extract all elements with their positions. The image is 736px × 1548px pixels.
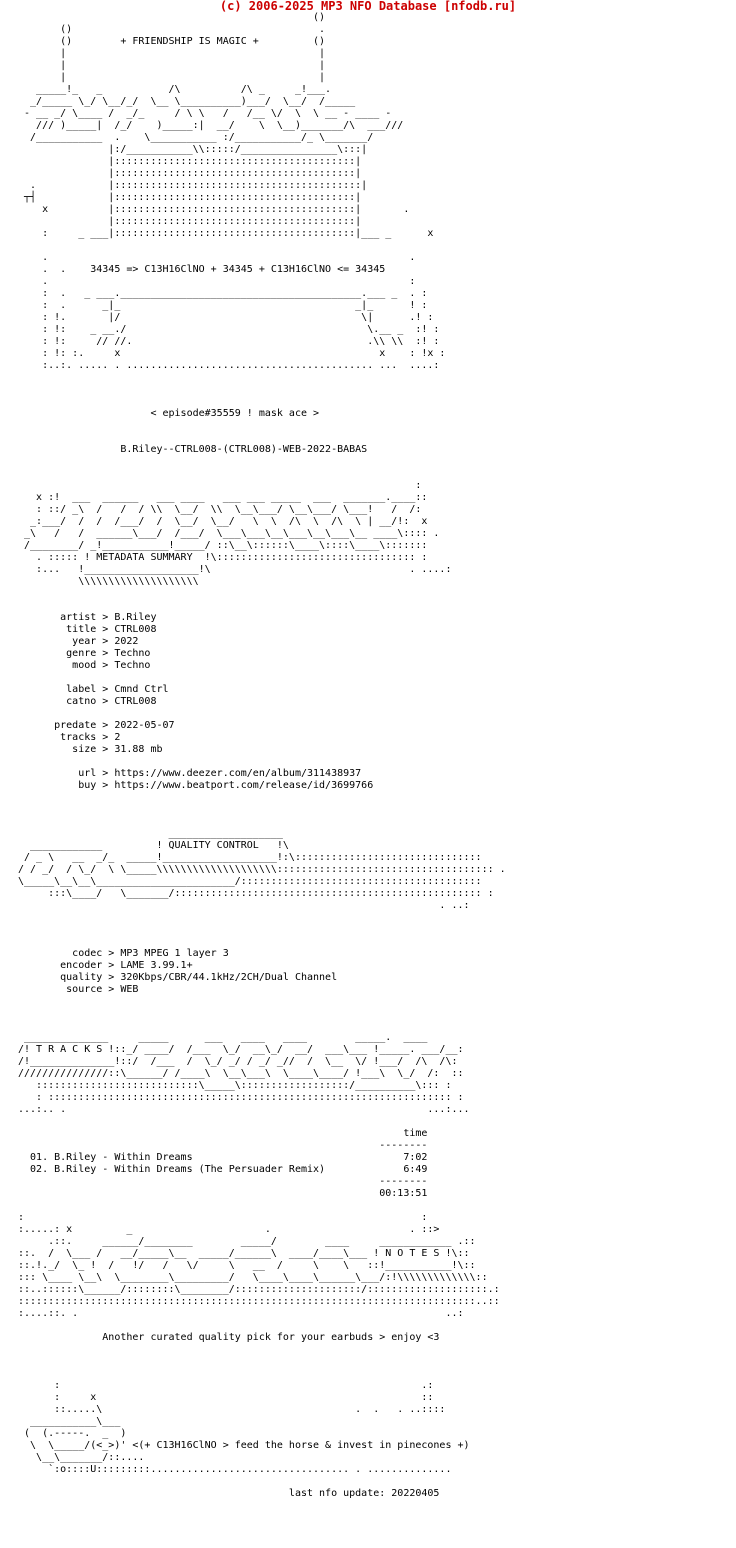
nfo-line: ::..::::::\______/::::::::\________/:::::::::::::::::::::/::::::::::::::::::::.: bbox=[18, 1284, 500, 1295]
nfo-line bbox=[18, 240, 506, 252]
nfo-line: _\ / / ______\___/ /___/ \___\___\__\___\__\___\__ ____\:::: . bbox=[18, 528, 440, 539]
nfo-line: :....::. . ..: bbox=[18, 1308, 464, 1319]
nfo-line: year > 2022 bbox=[18, 636, 139, 647]
nfo-line: . . 34345 => C13H16ClNO + 34345 + C13H16ClNO <= 34345 bbox=[18, 264, 386, 275]
site-header: (c) 2006-2025 MP3 NFO Database [nfodb.ru] bbox=[219, 0, 517, 13]
nfo-line: ┬┤ |::::::::::::::::::::::::::::::::::::::::| bbox=[18, 192, 362, 203]
nfo-line bbox=[18, 432, 506, 444]
nfo-document bbox=[18, 12, 506, 1500]
nfo-line: /___________ . \___________ :/___________/_ \_______/ bbox=[18, 132, 374, 143]
nfo-line bbox=[18, 816, 506, 828]
nfo-line: / / _/ / \_/ \ \_____\\\\\\\\\\\\\\\\\\\\:::::::::::::::::::::::::::::::::::: . bbox=[18, 864, 506, 875]
nfo-line: -------- bbox=[18, 1140, 428, 1151]
nfo-line: |::::::::::::::::::::::::::::::::::::::::| bbox=[18, 156, 362, 167]
nfo-line: : _ ___|::::::::::::::::::::::::::::::::::::::::|___ _ x bbox=[18, 228, 434, 239]
nfo-line: ///////////////::\______/ /____\ \__\___\ \____\____/ !___\ \_/ /: :: bbox=[18, 1068, 464, 1079]
nfo-line: \\\\\\\\\\\\\\\\\\\\ bbox=[18, 576, 199, 587]
nfo-line: ( (.-----. _ ) bbox=[18, 1428, 127, 1439]
nfo-line: label > Cmnd Ctrl bbox=[18, 684, 169, 695]
nfo-line: : ::/ _\ / / / \\ \__/ \\ \__\___/ \__\___/ \___! / /: bbox=[18, 504, 422, 515]
nfo-line bbox=[18, 468, 506, 480]
nfo-line: _:___/ / / /___/ / \__/ \__/ \ \ /\ \ /\ \ | __/!: x bbox=[18, 516, 428, 527]
nfo-line bbox=[18, 756, 506, 768]
nfo-line: size > 31.88 mb bbox=[18, 744, 163, 755]
nfo-line bbox=[18, 384, 506, 396]
nfo-line: : . _|_ _|_ ! : bbox=[18, 300, 428, 311]
nfo-line: 02. B.Riley - Within Dreams (The Persuader Remix) 6:49 bbox=[18, 1164, 428, 1175]
nfo-line: url > https://www.deezer.com/en/album/311438937 bbox=[18, 768, 362, 779]
nfo-line: /! T R A C K S !::_/ ____/ /___ \_/ __\_/ __/ ___\___ !_____. ___/__: bbox=[18, 1044, 464, 1055]
nfo-line: /// )_____| /_/ )_____:| __/ \ \__)_______/\ ___/// bbox=[18, 120, 404, 131]
nfo-line: predate > 2022-05-07 bbox=[18, 720, 175, 731]
nfo-line: catno > CTRL008 bbox=[18, 696, 157, 707]
nfo-line bbox=[18, 1020, 506, 1032]
nfo-line: : !. |/ \| .! : bbox=[18, 312, 434, 323]
nfo-line bbox=[18, 1356, 506, 1368]
nfo-line bbox=[18, 912, 506, 924]
nfo-line bbox=[18, 804, 506, 816]
nfo-line bbox=[18, 1476, 506, 1488]
nfo-line: : ::::::::::::::::::::::::::::::::::::::::::::::::::::::::::::::::::: : bbox=[18, 1092, 464, 1103]
nfo-line: : !: // //. .\\ \\ :! : bbox=[18, 336, 440, 347]
nfo-line: `:o::::U:::::::::................................. . .............. bbox=[18, 1464, 452, 1475]
nfo-line bbox=[18, 1344, 506, 1356]
nfo-line bbox=[18, 1116, 506, 1128]
nfo-line: codec > MP3 MPEG 1 layer 3 bbox=[18, 948, 229, 959]
nfo-line: ::.!._/ \_ ! / !/ / \/ \ __ / \ \ ::!___________!\:: bbox=[18, 1260, 476, 1271]
nfo-line: ::. / \___ / __/_____\__ _____/______\ ____/____\___ ! N O T E S !\:: bbox=[18, 1248, 470, 1259]
nfo-line bbox=[18, 1368, 506, 1380]
nfo-line: ::.....\ . . . ..:::: bbox=[18, 1404, 446, 1415]
nfo-line bbox=[18, 372, 506, 384]
nfo-line bbox=[18, 924, 506, 936]
nfo-line: quality > 320Kbps/CBR/44.1kHz/2CH/Dual Channel bbox=[18, 972, 338, 983]
nfo-line: : bbox=[18, 480, 422, 491]
nfo-line: . ..: bbox=[18, 900, 470, 911]
nfo-line bbox=[18, 600, 506, 612]
nfo-line: : : bbox=[18, 1212, 428, 1223]
nfo-line: source > WEB bbox=[18, 984, 139, 995]
nfo-line: :..:. ..... . ......................................... ... ....: bbox=[18, 360, 440, 371]
nfo-line: . ::::: ! METADATA SUMMARY !\::::::::::::::::::::::::::::::::: : bbox=[18, 552, 428, 563]
nfo-line: ___________________ bbox=[18, 828, 283, 839]
nfo-line: :... !___________________!\ . ....: bbox=[18, 564, 452, 575]
nfo-line: \__\_______/::.... bbox=[18, 1452, 145, 1463]
nfo-line: -------- bbox=[18, 1176, 428, 1187]
nfo-line: x |::::::::::::::::::::::::::::::::::::::::| . bbox=[18, 204, 410, 215]
nfo-line bbox=[18, 792, 506, 804]
nfo-line bbox=[18, 708, 506, 720]
nfo-line: | | bbox=[18, 60, 326, 71]
nfo-line: :::::::::::::::::::::::::::\_____\::::::::::::::::::/__________\::: : bbox=[18, 1080, 452, 1091]
nfo-line: \_____\__\__\_______________________/:::::::::::::::::::::::::::::::::::::::: bbox=[18, 876, 482, 887]
nfo-line bbox=[18, 588, 506, 600]
nfo-line: |:/___________\\:::::/________________\:::| bbox=[18, 144, 368, 155]
nfo-line: : !: _ __./ \.__ _ :! : bbox=[18, 324, 440, 335]
nfo-line: () . bbox=[18, 24, 326, 35]
nfo-line bbox=[18, 1008, 506, 1020]
nfo-line: _/_____ \_/ \__/_/ \__ \__________)___/ \__/ /_____ bbox=[18, 96, 356, 107]
nfo-line bbox=[18, 936, 506, 948]
nfo-line: x :! ___ ______ ___ ____ ___ ___ _____ ___ _______.____:: bbox=[18, 492, 428, 503]
nfo-line: ::: \____ \__\ \________\_________/ \____\____\______\___/:!\\\\\\\\\\\\\:: bbox=[18, 1272, 488, 1283]
nfo-line: : !: :. x x : !x : bbox=[18, 348, 446, 359]
nfo-line: time bbox=[18, 1128, 428, 1139]
nfo-line: < episode#35559 ! mask ace > bbox=[18, 408, 320, 419]
nfo-line: ::::::::::::::::::::::::::::::::::::::::::::::::::::::::::::::::::::::::::::..:: bbox=[18, 1296, 500, 1307]
nfo-line: 01. B.Riley - Within Dreams 7:02 bbox=[18, 1152, 428, 1163]
nfo-line bbox=[18, 1320, 506, 1332]
nfo-line: artist > B.Riley bbox=[18, 612, 157, 623]
nfo-line: genre > Techno bbox=[18, 648, 151, 659]
nfo-line: encoder > LAME 3.99.1+ bbox=[18, 960, 193, 971]
nfo-line: 00:13:51 bbox=[18, 1188, 428, 1199]
nfo-line: B.Riley--CTRL008-(CTRL008)-WEB-2022-BABAS bbox=[18, 444, 368, 455]
nfo-line: : .: bbox=[18, 1380, 434, 1391]
nfo-line: :.....: x _ . . ::> bbox=[18, 1224, 440, 1235]
nfo-line: |::::::::::::::::::::::::::::::::::::::::| bbox=[18, 216, 362, 227]
nfo-line: ...:.. . ...:... bbox=[18, 1104, 470, 1115]
nfo-line bbox=[18, 420, 506, 432]
nfo-line: () + FRIENDSHIP IS MAGIC + () bbox=[18, 36, 326, 47]
nfo-line: /!______________!::/ /___ / \_/ _/ / _/ _// / \__ \/ !___/ /\ /\: bbox=[18, 1056, 458, 1067]
nfo-line: / _ \ __ _/_ _____!___________________!:\::::::::::::::::::::::::::::::: bbox=[18, 852, 482, 863]
nfo-line: \ \_____/(<_>)' <(+ C13H16ClNO > feed the horse & invest in pinecones +) bbox=[18, 1440, 470, 1451]
nfo-line bbox=[18, 996, 506, 1008]
nfo-line: : x :: bbox=[18, 1392, 434, 1403]
nfo-line: ___________\___ bbox=[18, 1416, 121, 1427]
nfo-line: . . bbox=[18, 252, 416, 263]
nfo-line: ____________ ! QUALITY CONTROL !\ bbox=[18, 840, 289, 851]
nfo-line bbox=[18, 1200, 506, 1212]
nfo-line: buy > https://www.beatport.com/release/id/3699766 bbox=[18, 780, 374, 791]
nfo-line: :::\____/ \_______/::::::::::::::::::::::::::::::::::::::::::::::::::: : bbox=[18, 888, 494, 899]
nfo-line: . : bbox=[18, 276, 416, 287]
nfo-line: : . _ ___.________________________________________.___ _ . : bbox=[18, 288, 428, 299]
nfo-line: _____!_ _ /\ /\ _ _!___. bbox=[18, 84, 332, 95]
nfo-line bbox=[18, 672, 506, 684]
nfo-line: mood > Techno bbox=[18, 660, 151, 671]
nfo-line: | | bbox=[18, 48, 326, 59]
nfo-line: . |:::::::::::::::::::::::::::::::::::::::::| bbox=[18, 180, 368, 191]
nfo-line: /________/ _!___________!_____/ ::\__\::::::\____\::::\____\::::::: bbox=[18, 540, 428, 551]
nfo-line: | | bbox=[18, 72, 326, 83]
nfo-line: ______________ _____ ___ ____ ____ _____. ____ bbox=[18, 1032, 428, 1043]
nfo-line bbox=[18, 396, 506, 408]
nfo-line bbox=[18, 456, 506, 468]
nfo-line: - __ _/ \____ / _/_ / \ \ / /__ \/ \ \ __ - ____ - bbox=[18, 108, 392, 119]
nfo-line: .::. ______/________ _____/ ____ ____________ .:: bbox=[18, 1236, 476, 1247]
nfo-line: () bbox=[18, 12, 326, 23]
nfo-line: last nfo update: 20220405 bbox=[18, 1488, 440, 1499]
nfo-line: tracks > 2 bbox=[18, 732, 121, 743]
nfo-line: title > CTRL008 bbox=[18, 624, 157, 635]
nfo-line: Another curated quality pick for your earbuds > enjoy <3 bbox=[18, 1332, 440, 1343]
nfo-line: |::::::::::::::::::::::::::::::::::::::::| bbox=[18, 168, 362, 179]
